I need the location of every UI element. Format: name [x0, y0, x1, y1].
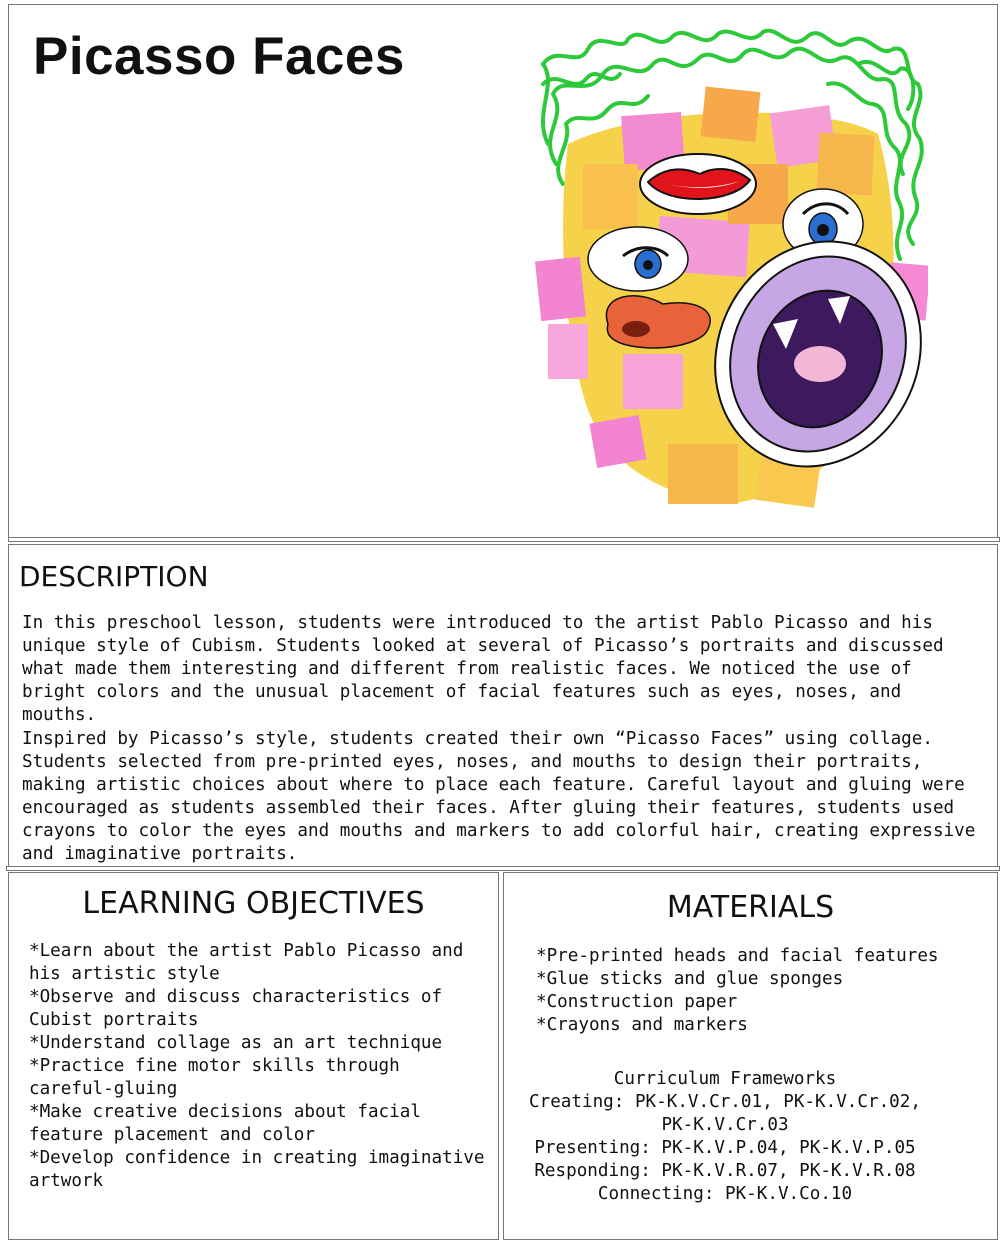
framework-line: Responding: PK-K.V.R.07, PK-K.V.R.08	[534, 1161, 916, 1181]
material-item: *Construction paper	[536, 992, 738, 1012]
description-heading: DESCRIPTION	[19, 560, 209, 593]
material-item: *Glue sticks and glue sponges	[536, 969, 844, 989]
description-paragraph: In this preschool lesson, students were introduced to the artist Pablo Picasso and his unique style of Cubism. Students looked at several of Picasso’s portraits and discussed what made them interesting and different from realistic faces. We noticed the use of bright colors and the unusual placement of facial features such as eyes, noses, and mouths.	[22, 613, 944, 725]
materials-list	[536, 945, 976, 1037]
picasso-face-collage	[528, 24, 928, 514]
material-item: *Crayons and markers	[536, 1015, 748, 1035]
framework-line: Creating: PK-K.V.Cr.01, PK-K.V.Cr.02,	[529, 1092, 921, 1112]
objectives-heading: LEARNING OBJECTIVES	[82, 886, 425, 921]
objective-item: *Practice fine motor skills through careful-gluing	[29, 1056, 400, 1099]
objective-item: *Make creative decisions about facial feature placement and color	[29, 1102, 421, 1145]
page-title: Picasso Faces	[33, 27, 405, 86]
frameworks-heading: Curriculum Frameworks	[613, 1069, 837, 1089]
description-paragraph: Inspired by Picasso’s style, students created their own “Picasso Faces” using collage. Students selected from pre-printed eyes, noses, and mouths to design their portraits, making artistic choices about where to place each feature. Careful layout and gluing were encouraged as students assembled their faces. After gluing their features, students used crayons to color the eyes and mouths and markers to add colorful hair, creating expressive and imaginative portraits.	[22, 729, 976, 864]
section-divider	[8, 537, 1000, 542]
materials-heading: MATERIALS	[666, 890, 835, 925]
objective-item: *Learn about the artist Pablo Picasso and his artistic style	[29, 941, 464, 984]
framework-line: Presenting: PK-K.V.P.04, PK-K.V.P.05	[534, 1138, 916, 1158]
objectives-list	[29, 940, 491, 1193]
objective-item: *Observe and discuss characteristics of Cubist portraits	[29, 987, 443, 1030]
framework-line: PK-K.V.Cr.03	[661, 1115, 789, 1135]
framework-line: Connecting: PK-K.V.Co.10	[597, 1184, 853, 1204]
objective-item: *Develop confidence in creating imaginative artwork	[29, 1148, 485, 1191]
material-item: *Pre-printed heads and facial features	[536, 946, 939, 966]
objective-item: *Understand collage as an art technique	[29, 1033, 443, 1053]
curriculum-frameworks	[503, 1068, 947, 1206]
section-divider	[6, 866, 1000, 871]
